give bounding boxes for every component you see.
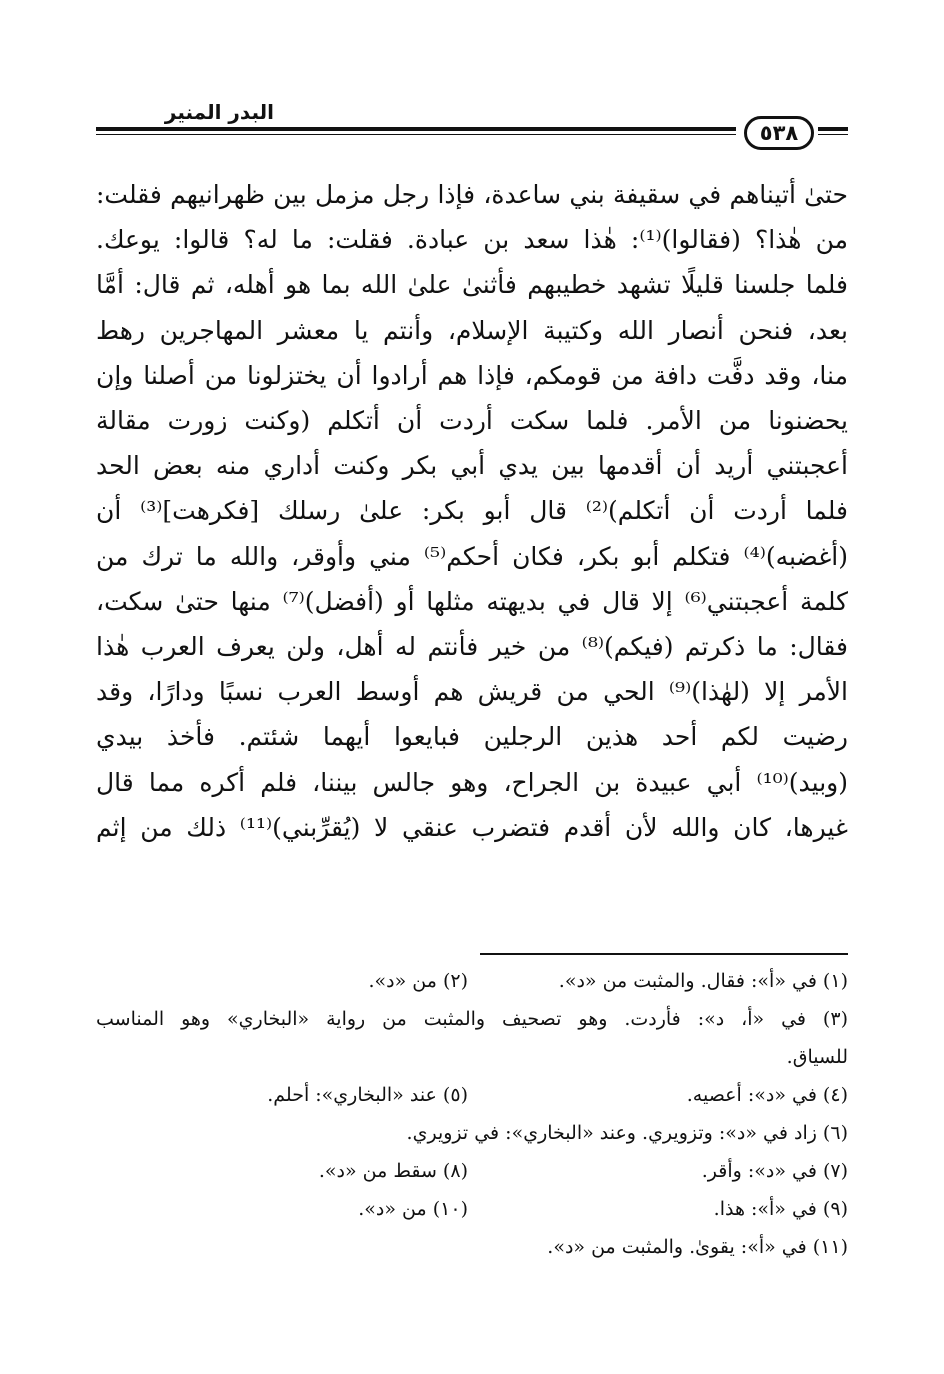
footnote-11: (١١) في «أ»: يقوىٰ. والمثبت من «د». [547,1236,848,1258]
body-line: يحضنونا من الأمر. فلما سكت أردت أن أتكلم (وكنت زورت مقالة [96,406,848,436]
body-line: فقال: ما ذكرتم (فيكم)⁽⁸⁾ من خير فأنتم له أهل، ولن يعرف العرب هٰذا [96,632,848,662]
body-line: أعجبتني أريد أن أقدمها بين يدي أبي بكر وكنت أداري منه بعض الحد [96,451,848,481]
body-line: غيرها، كان والله لأن أقدم فتضرب عنقي لا (يُقرِّبني)⁽¹¹⁾ ذلك من إثم [96,812,848,842]
footnote-8: (٨) سقط من «د». [318,1160,468,1182]
body-line: (أغضبه)⁽⁴⁾ فتكلم أبو بكر، فكان أحكم⁽⁵⁾ مني وأوقر، والله ما ترك من [96,541,848,571]
footnote-row [96,1152,848,1190]
body-line: منا، وقد دفَّت دافة من قومكم، فإذا هم أرادوا أن يختزلونا من أصلنا وإن [96,360,848,390]
body-line: حتىٰ أتيناهم في سقيفة بني ساعدة، فإذا رجل مزمل بين ظهرانيهم فقلت: [96,180,848,209]
body-line: (وبيد)⁽¹⁰⁾ أبي عبيدة بن الجراح، وهو جالس بيننا، فلم أكره مما قال [96,767,848,797]
header-rule-right [818,127,848,135]
footnote-3-continued: للسياق. [786,1046,848,1068]
footnote-6: (٦) زاد في «د»: وتزويري. وعند «البخاري»: في تزويري. [406,1122,848,1144]
footnote-5: (٥) عند «البخاري»: أحلم. [267,1084,468,1106]
footnote-1: (١) في «أ»: فقال. والمثبت من «د». [558,970,848,992]
footnote-7: (٧) في «د»: وأقر. [701,1160,848,1182]
footnote-row [96,1190,848,1228]
page-number-badge: ٥٣٨ [744,116,814,150]
body-line: فلما جلسنا قليلًا تشهد خطيبهم فأثنىٰ علىٰ الله بما هو أهله، ثم قال: أمَّا [96,270,848,300]
body-line: كلمة أعجبتني⁽⁶⁾ إلا قال في بديهته مثلها أو (أفضل)⁽⁷⁾ منها حتىٰ سكت، [96,586,848,616]
header-rule-left [96,127,736,135]
footnote-10: (١٠) من «د». [358,1198,468,1220]
footnotes-section [96,962,848,1266]
body-line: رضيت لكم أحد هذين الرجلين فبايعوا أيهما شئتم. فأخذ بيدي [96,722,848,752]
footnote-separator [480,953,848,955]
main-body-text [96,172,848,850]
footnote-row [96,1076,848,1114]
footnote-2: (٢) من «د». [368,970,468,992]
running-header-title: البدر المنير [164,100,274,124]
body-line: من هٰذا؟ (فقالوا)⁽¹⁾: هٰذا سعد بن عبادة. فقلت: ما له؟ قالوا: يوعك. [96,225,848,255]
footnote-row [96,962,848,1000]
body-line: فلما أردت أن أتكلم)⁽²⁾ قال أبو بكر: علىٰ رسلك [فكرهت]⁽³⁾ أن [96,496,848,526]
footnote-3: (٣) في «أ، د»: فأردت. وهو تصحيف والمثبت من رواية «البخاري» وهو المناسب [96,1008,848,1030]
body-line: بعد، فنحن أنصار الله وكتيبة الإسلام، وأنتم يا معشر المهاجرين رهط [96,315,848,345]
footnote-9: (٩) في «أ»: هذا. [713,1198,848,1220]
body-line: الأمر إلا (لهٰذا)⁽⁹⁾ الحي من قريش هم أوسط العرب نسبًا ودارًا، وقد [96,677,848,707]
footnote-4: (٤) في «د»: أعصيه. [686,1084,848,1106]
